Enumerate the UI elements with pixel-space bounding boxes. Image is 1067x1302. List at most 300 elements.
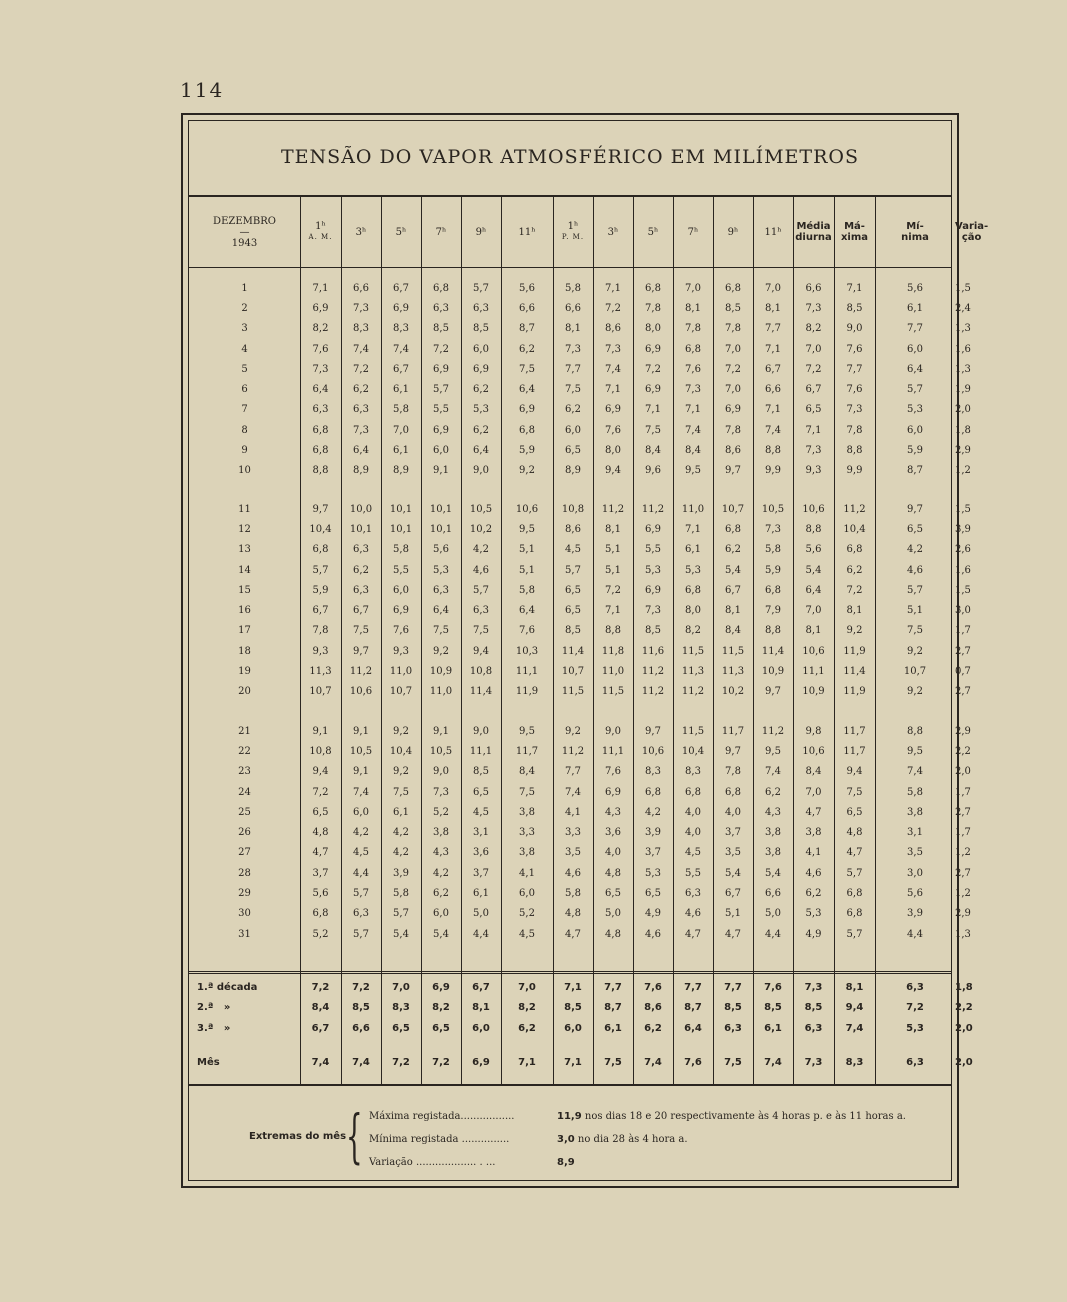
table-cell: 7,4 <box>565 786 581 798</box>
table-cell: 6,8 <box>846 544 863 556</box>
table-cell: 1,6 <box>955 343 971 355</box>
summary-cell: 6,3 <box>724 1022 742 1034</box>
table-cell: 4,2 <box>393 827 409 839</box>
table-cell: 2,0 <box>955 404 971 416</box>
table-cell: 4,7 <box>685 928 701 940</box>
table-cell: 5,8 <box>565 888 581 900</box>
summary-cell: 2,2 <box>955 1001 973 1013</box>
table-cell: 8,7 <box>519 323 535 335</box>
table-cell: 7,6 <box>312 343 329 355</box>
table-cell: 6,8 <box>725 282 741 294</box>
table-cell: 6,9 <box>725 404 741 416</box>
table-cell: 9,1 <box>433 725 449 737</box>
summary-cell: 7,1 <box>564 1056 582 1068</box>
table-cell: 4,8 <box>565 908 581 920</box>
column-header-label: Má- <box>844 221 865 232</box>
table-cell: 5,6 <box>312 888 329 900</box>
summary-cell: 7,5 <box>724 1056 742 1068</box>
table-cell: 9,9 <box>846 465 863 477</box>
table-cell: 5,7 <box>312 564 329 576</box>
table-cell: 8,3 <box>393 323 409 335</box>
table-cell: 7,5 <box>519 786 535 798</box>
table-cell: 7,3 <box>353 424 369 436</box>
table-cell: 4,6 <box>473 564 489 576</box>
table-cell: 7,5 <box>645 424 661 436</box>
table-cell: 9,9 <box>765 465 781 477</box>
row-day: 7 <box>241 404 248 416</box>
table-cell: 7,4 <box>605 363 621 375</box>
table-cell: 8,5 <box>433 323 449 335</box>
table-cell: 6,7 <box>353 605 369 617</box>
table-cell: 6,3 <box>433 302 449 314</box>
row-day: 3 <box>241 323 248 335</box>
extreme-variation-name: Variação ................... . ... <box>369 1157 496 1168</box>
table-cell: 10,1 <box>389 523 413 535</box>
table-cell: 9,5 <box>907 745 923 757</box>
table-cell: 8,1 <box>565 323 581 335</box>
table-cell: 4,9 <box>805 928 822 940</box>
summary-cell: 8,5 <box>564 1001 582 1013</box>
summary-label: 1.ª década <box>197 981 258 993</box>
table-cell: 8,4 <box>645 445 661 457</box>
table-cell: 4,0 <box>725 806 741 818</box>
table-cell: 5,5 <box>685 867 701 879</box>
table-cell: 7,6 <box>685 363 701 375</box>
row-day: 10 <box>238 465 251 477</box>
page-title: TENSÃO DO VAPOR ATMOSFÉRICO EM MILÍMETROS <box>281 146 859 168</box>
table-cell: 7,4 <box>765 766 781 778</box>
column-header-sub: diurna <box>795 232 832 243</box>
table-cell: 10,1 <box>429 523 453 535</box>
row-day: 17 <box>238 625 251 637</box>
table-cell: 6,8 <box>433 282 449 294</box>
summary-cell: 5,3 <box>906 1022 924 1034</box>
summary-cell: 8,2 <box>518 1001 536 1013</box>
header-year-dash: — <box>239 226 250 238</box>
page-number: 114 <box>180 78 225 102</box>
table-cell: 4,5 <box>685 847 701 859</box>
table-cell: 11,2 <box>681 686 705 698</box>
summary-cell: 8,3 <box>392 1001 410 1013</box>
table-cell: 7,2 <box>353 363 369 375</box>
table-cell: 3,7 <box>473 867 489 879</box>
table-cell: 11,0 <box>429 686 453 698</box>
table-cell: 2,7 <box>955 806 971 818</box>
column-header-label: 11ʰ <box>518 226 536 238</box>
summary-cell: 7,6 <box>764 981 782 993</box>
table-cell: 8,5 <box>725 302 741 314</box>
table-cell: 10,8 <box>469 666 493 678</box>
column-header-label: 1ʰ <box>567 221 579 232</box>
table-cell: 7,5 <box>565 384 581 396</box>
table-cell: 11,2 <box>641 686 665 698</box>
summary-cell: 6,3 <box>804 1022 823 1034</box>
table-cell: 6,5 <box>645 888 661 900</box>
row-day: 4 <box>241 343 248 355</box>
table-cell: 10,4 <box>843 523 866 535</box>
table-cell: 7,8 <box>685 323 701 335</box>
table-cell: 7,3 <box>353 302 369 314</box>
table-cell: 6,3 <box>353 404 369 416</box>
table-cell: 11,4 <box>561 645 585 657</box>
table-cell: 3,6 <box>473 847 489 859</box>
table-cell: 11,7 <box>515 745 539 757</box>
table-cell: 5,1 <box>605 544 621 556</box>
table-cell: 6,0 <box>565 424 581 436</box>
table-cell: 8,1 <box>805 625 822 637</box>
table-cell: 11,5 <box>681 725 705 737</box>
table-cell: 9,4 <box>605 465 621 477</box>
summary-cell: 8,1 <box>472 1001 490 1013</box>
extreme-min-name: Mínima registada ............... <box>369 1134 510 1145</box>
table-cell: 6,3 <box>353 908 369 920</box>
table-cell: 5,7 <box>565 564 581 576</box>
table-cell: 6,4 <box>907 363 923 375</box>
table-cell: 5,7 <box>846 867 863 879</box>
summary-cell: 7,4 <box>644 1056 662 1068</box>
table-cell: 9,7 <box>353 645 369 657</box>
table-cell: 6,9 <box>312 302 329 314</box>
table-cell: 7,5 <box>519 363 535 375</box>
column-header-label: 3ʰ <box>355 226 367 238</box>
table-cell: 10,4 <box>389 745 413 757</box>
table-cell: 6,6 <box>765 888 781 900</box>
table-cell: 6,5 <box>907 523 923 535</box>
table-cell: 9,5 <box>765 745 781 757</box>
table-cell: 10,7 <box>561 666 585 678</box>
table-cell: 7,6 <box>605 424 621 436</box>
column-header <box>553 197 593 267</box>
table-cell: 3,5 <box>565 847 581 859</box>
table-cell: 4,0 <box>685 827 701 839</box>
column-header-label: Mí- <box>906 221 924 232</box>
table-cell: 8,5 <box>645 625 661 637</box>
column-header <box>421 197 461 267</box>
table-cell: 6,8 <box>846 888 863 900</box>
table-cell: 6,3 <box>433 584 449 596</box>
table-cell: 6,4 <box>473 445 489 457</box>
column-header <box>593 197 633 267</box>
table-cell: 8,5 <box>846 302 863 314</box>
table-cell: 6,9 <box>433 424 449 436</box>
table-cell: 9,2 <box>393 766 409 778</box>
table-cell: 4,7 <box>312 847 329 859</box>
table-cell: 5,0 <box>765 908 781 920</box>
column-header <box>673 197 713 267</box>
table-cell: 7,6 <box>605 766 621 778</box>
table-cell: 8,6 <box>605 323 621 335</box>
table-cell: 9,5 <box>519 523 535 535</box>
table-cell: 3,7 <box>645 847 661 859</box>
table-cell: 10,9 <box>429 666 453 678</box>
table-cell: 5,0 <box>605 908 621 920</box>
table-cell: 7,7 <box>907 323 923 335</box>
table-cell: 9,2 <box>565 725 581 737</box>
table-cell: 4,5 <box>565 544 581 556</box>
table-cell: 8,2 <box>805 323 822 335</box>
row-day: 1 <box>241 282 248 294</box>
table-cell: 8,4 <box>805 766 822 778</box>
table-cell: 7,5 <box>353 625 369 637</box>
table-cell: 4,8 <box>605 928 621 940</box>
table-cell: 8,8 <box>312 465 329 477</box>
table-cell: 1,5 <box>955 282 971 294</box>
summary-cell: 8,7 <box>604 1001 622 1013</box>
table-cell: 3,0 <box>955 605 971 617</box>
row-day: 15 <box>238 584 251 596</box>
table-cell: 4,8 <box>312 827 329 839</box>
table-cell: 4,7 <box>846 847 863 859</box>
table-cell: 10,7 <box>903 666 927 678</box>
column-header <box>834 197 875 267</box>
table-cell: 2,6 <box>955 544 971 556</box>
table-cell: 4,9 <box>645 908 661 920</box>
table-cell: 9,1 <box>353 725 369 737</box>
table-cell: 6,5 <box>565 605 581 617</box>
table-cell: 5,3 <box>473 404 489 416</box>
table-cell: 7,4 <box>765 424 781 436</box>
table-cell: 11,2 <box>349 666 373 678</box>
summary-cell: 7,2 <box>906 1001 924 1013</box>
table-cell: 3,9 <box>645 827 661 839</box>
table-cell: 8,9 <box>565 465 581 477</box>
table-cell: 7,1 <box>645 404 661 416</box>
table-cell: 8,4 <box>685 445 701 457</box>
table-cell: 6,7 <box>725 584 741 596</box>
table-cell: 6,5 <box>565 584 581 596</box>
table-cell: 10,9 <box>761 666 785 678</box>
table-cell: 9,2 <box>393 725 409 737</box>
table-cell: 7,1 <box>805 424 822 436</box>
extreme-min-value: 3,0 no dia 28 às 4 hora a. <box>557 1134 688 1145</box>
table-cell: 8,3 <box>645 766 661 778</box>
table-cell: 10,7 <box>721 503 745 515</box>
column-header <box>875 197 955 267</box>
table-cell: 6,8 <box>645 282 661 294</box>
column-header-sub: nima <box>901 232 929 243</box>
table-cell: 7,4 <box>907 766 923 778</box>
table-cell: 10,6 <box>641 745 665 757</box>
table-cell: 7,1 <box>846 282 863 294</box>
table-cell: 8,9 <box>393 465 409 477</box>
table-cell: 7,0 <box>805 786 822 798</box>
row-day: 11 <box>238 503 251 515</box>
table-cell: 7,0 <box>685 282 701 294</box>
row-day: 22 <box>238 745 251 757</box>
table-cell: 5,4 <box>725 867 741 879</box>
table-cell: 11,7 <box>843 725 866 737</box>
table-cell: 5,9 <box>519 445 535 457</box>
table-cell: 6,7 <box>393 282 409 294</box>
table-cell: 7,1 <box>605 605 621 617</box>
table-cell: 10,5 <box>349 745 373 757</box>
table-cell: 6,2 <box>353 564 369 576</box>
table-cell: 5,7 <box>353 928 369 940</box>
table-cell: 4,3 <box>433 847 449 859</box>
table-cell: 11,2 <box>843 503 866 515</box>
table-cell: 3,0 <box>907 867 923 879</box>
table-cell: 7,1 <box>765 404 781 416</box>
table-cell: 7,2 <box>846 584 863 596</box>
summary-cell: 7,3 <box>804 981 823 993</box>
table-cell: 6,8 <box>312 544 329 556</box>
table-cell: 5,4 <box>433 928 449 940</box>
summary-cell: 7,4 <box>764 1056 782 1068</box>
table-cell: 5,8 <box>519 584 535 596</box>
summary-cell: 7,1 <box>518 1056 536 1068</box>
table-cell: 5,7 <box>846 928 863 940</box>
table-cell: 9,7 <box>725 745 741 757</box>
summary-cell: 8,1 <box>845 981 864 993</box>
summary-cell: 6,1 <box>764 1022 782 1034</box>
summary-label: 3.ª » <box>197 1022 231 1034</box>
table-cell: 5,3 <box>907 404 923 416</box>
table-cell: 11,0 <box>601 666 625 678</box>
table-cell: 7,1 <box>312 282 329 294</box>
table-cell: 1,3 <box>955 323 971 335</box>
table-cell: 8,1 <box>725 605 741 617</box>
table-cell: 9,3 <box>805 465 822 477</box>
table-cell: 7,3 <box>805 445 822 457</box>
table-cell: 5,9 <box>765 564 781 576</box>
summary-cell: 7,2 <box>352 981 370 993</box>
table-cell: 10,6 <box>802 645 825 657</box>
column-header-label: Varia- <box>955 221 989 232</box>
table-cell: 10,3 <box>515 645 539 657</box>
column-header-label: 3ʰ <box>607 226 619 238</box>
table-cell: 6,4 <box>519 384 535 396</box>
table-cell: 6,8 <box>685 343 701 355</box>
row-day: 19 <box>238 666 251 678</box>
table-cell: 7,1 <box>685 523 701 535</box>
table-cell: 11,1 <box>802 666 825 678</box>
table-cell: 6,5 <box>805 404 822 416</box>
table-cell: 8,5 <box>473 766 489 778</box>
table-cell: 6,2 <box>519 343 535 355</box>
summary-cell: 8,5 <box>724 1001 742 1013</box>
table-cell: 8,8 <box>907 725 923 737</box>
table-cell: 5,1 <box>725 908 741 920</box>
table-cell: 4,1 <box>565 806 581 818</box>
table-cell: 5,3 <box>805 908 822 920</box>
summary-cell: 7,7 <box>724 981 742 993</box>
table-cell: 6,7 <box>312 605 329 617</box>
table-cell: 7,1 <box>765 343 781 355</box>
table-cell: 6,9 <box>393 605 409 617</box>
table-cell: 10,9 <box>802 686 825 698</box>
table-cell: 7,3 <box>312 363 329 375</box>
table-cell: 6,1 <box>685 544 701 556</box>
summary-cell: 8,7 <box>684 1001 702 1013</box>
table-cell: 7,8 <box>312 625 329 637</box>
table-cell: 8,0 <box>685 605 701 617</box>
summary-cell: 7,4 <box>352 1056 370 1068</box>
table-cell: 6,8 <box>725 786 741 798</box>
table-cell: 4,5 <box>519 928 535 940</box>
table-cell: 4,6 <box>645 928 661 940</box>
table-cell: 4,2 <box>353 827 369 839</box>
table-cell: 7,3 <box>605 343 621 355</box>
table-cell: 7,2 <box>605 302 621 314</box>
summary-cell: 8,5 <box>352 1001 370 1013</box>
table-cell: 5,9 <box>907 445 923 457</box>
table-cell: 6,9 <box>433 363 449 375</box>
table-cell: 11,6 <box>641 645 665 657</box>
extremes-brace: { <box>346 1102 363 1170</box>
row-day: 26 <box>238 827 251 839</box>
summary-cell: 6,2 <box>644 1022 662 1034</box>
row-day: 21 <box>238 725 251 737</box>
table-cell: 3,3 <box>565 827 581 839</box>
table-cell: 10,5 <box>469 503 493 515</box>
table-cell: 1,3 <box>955 928 971 940</box>
table-cell: 5,3 <box>685 564 701 576</box>
table-cell: 5,8 <box>393 888 409 900</box>
row-day: 30 <box>238 908 251 920</box>
column-header <box>461 197 501 267</box>
summary-cell: 7,5 <box>604 1056 622 1068</box>
table-cell: 6,5 <box>846 806 863 818</box>
table-cell: 5,2 <box>312 928 329 940</box>
table-cell: 11,2 <box>761 725 785 737</box>
extreme-max-name: Máxima registada................. <box>369 1111 515 1122</box>
table-cell: 6,2 <box>353 384 369 396</box>
table-cell: 8,8 <box>805 523 822 535</box>
table-frame <box>181 113 989 1188</box>
table-cell: 6,8 <box>685 786 701 798</box>
summary-cell: 2,0 <box>955 1022 973 1034</box>
table-cell: 11,0 <box>389 666 413 678</box>
table-cell: 6,2 <box>473 384 489 396</box>
table-cell: 4,2 <box>393 847 409 859</box>
table-cell: 4,2 <box>433 867 449 879</box>
table-cell: 5,1 <box>605 564 621 576</box>
table-cell: 7,5 <box>393 786 409 798</box>
table-cell: 6,7 <box>725 888 741 900</box>
table-cell: 10,1 <box>349 523 373 535</box>
table-cell: 9,5 <box>519 725 535 737</box>
table-cell: 6,0 <box>393 584 409 596</box>
table-cell: 11,1 <box>469 745 493 757</box>
table-cell: 6,8 <box>312 908 329 920</box>
table-cell: 1,5 <box>955 584 971 596</box>
table-cell: 9,2 <box>433 645 449 657</box>
table-cell: 3,8 <box>519 847 535 859</box>
table-cell: 6,2 <box>473 424 489 436</box>
column-header-sub: P. M. <box>561 233 585 241</box>
table-cell: 1,5 <box>955 503 971 515</box>
row-day: 23 <box>238 766 251 778</box>
table-cell: 3,8 <box>765 847 781 859</box>
column-header <box>341 197 381 267</box>
table-cell: 5,7 <box>353 888 369 900</box>
table-cell: 11,2 <box>641 666 665 678</box>
table-cell: 3,9 <box>955 523 971 535</box>
table-cell: 11,4 <box>469 686 493 698</box>
table-cell: 4,7 <box>805 806 822 818</box>
table-cell: 8,5 <box>473 323 489 335</box>
table-cell: 6,1 <box>393 384 409 396</box>
header-year: 1943 <box>231 237 258 249</box>
table-cell: 5,4 <box>393 928 409 940</box>
table-cell: 3,8 <box>519 806 535 818</box>
table-cell: 3,1 <box>907 827 923 839</box>
table-cell: 3,8 <box>907 806 923 818</box>
table-cell: 6,2 <box>765 786 781 798</box>
table-cell: 5,1 <box>519 564 535 576</box>
table-cell: 9,0 <box>473 725 489 737</box>
row-day: 28 <box>238 867 251 879</box>
